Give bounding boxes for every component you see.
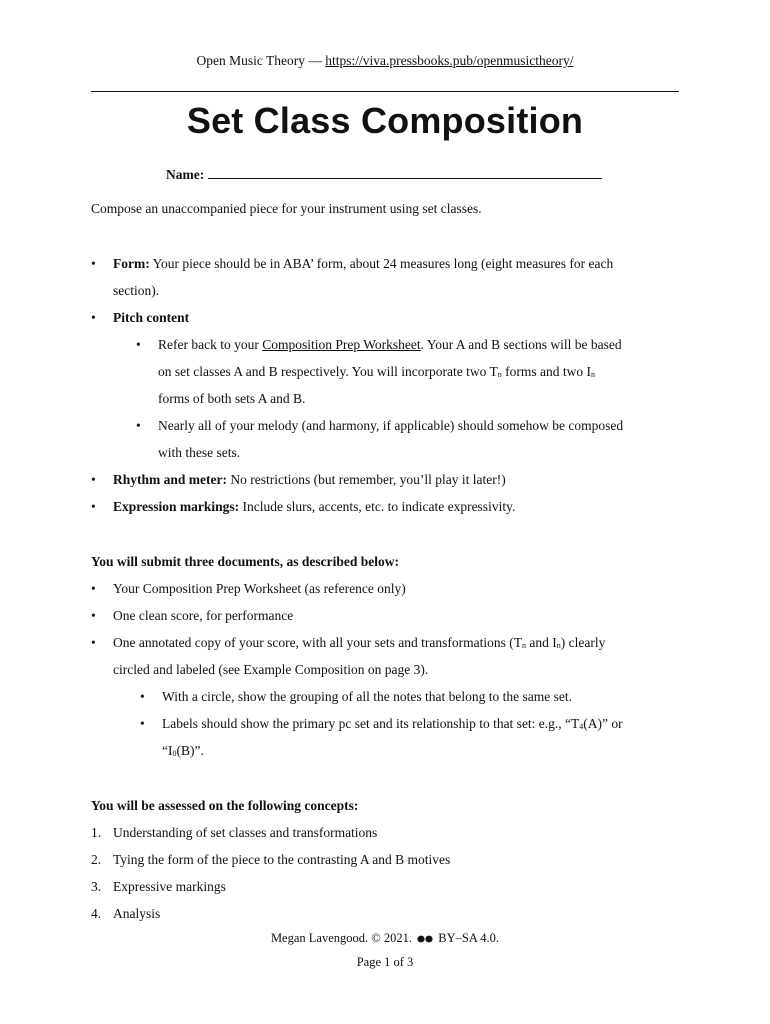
- submit-sub-1: With a circle, show the grouping of all the notes that belong to the same set.: [162, 689, 572, 704]
- page-number: Page 1 of 3: [356, 955, 414, 969]
- subscript-0: 0: [172, 749, 177, 758]
- assessed-heading: You will be assessed on the following concepts:: [91, 798, 359, 813]
- pitch-content-label: Pitch content: [113, 310, 190, 325]
- assessed-item-3: Expressive markings: [113, 879, 226, 894]
- submit-sub-2-text-b: (A)” or: [583, 716, 623, 731]
- bullet: •: [91, 635, 96, 650]
- bullet: •: [91, 499, 96, 514]
- footer-credit-text: Megan Lavengood. © 2021.: [270, 931, 416, 945]
- pitch-sub1-text-b: . Your A and B sections will be based: [420, 337, 622, 352]
- bullet: •: [136, 337, 141, 352]
- composition-prep-worksheet-link[interactable]: Composition Prep Worksheet: [262, 337, 421, 352]
- pitch-sub1-line3: forms of both sets A and B.: [158, 391, 306, 406]
- submit-heading: You will submit three documents, as described below:: [91, 554, 400, 569]
- bullet: •: [91, 256, 96, 271]
- assessed-item-2: Tying the form of the piece to the contrasting A and B motives: [113, 852, 451, 867]
- expression-item: [113, 499, 515, 515]
- header-url-link[interactable]: https://viva.pressbooks.pub/openmusictheory/: [325, 53, 574, 68]
- bullet: •: [91, 608, 96, 623]
- expression-text: Include slurs, accents, etc. to indicate expressivity.: [239, 499, 516, 514]
- submit-item-3: [113, 635, 605, 651]
- footer-license-text: BY–SA 4.0.: [435, 931, 500, 945]
- footer-credit: [0, 931, 770, 946]
- form-label: Form:: [113, 256, 150, 271]
- list-number: 1.: [91, 825, 102, 840]
- pitch-sub1-text: Refer back to your: [158, 337, 263, 352]
- form-text-cont: section).: [113, 283, 160, 298]
- bullet: •: [140, 689, 145, 704]
- name-label: Name:: [166, 167, 205, 182]
- bullet: •: [91, 581, 96, 596]
- bullet: •: [91, 472, 96, 487]
- submit-item-3-text-c: ) clearly: [560, 635, 606, 650]
- submit-sub-2: [162, 716, 623, 732]
- assessed-item-1: Understanding of set classes and transformations: [113, 825, 378, 840]
- page-title: Set Class Composition: [186, 100, 584, 141]
- subscript-n: n: [522, 641, 527, 650]
- rhythm-label: Rhythm and meter:: [113, 472, 227, 487]
- pitch-sub2-line2: with these sets.: [158, 445, 241, 460]
- rhythm-text: No restrictions (but remember, you’ll play it later!): [227, 472, 506, 487]
- rhythm-item: [113, 472, 506, 488]
- pitch-sub1-text-2b: forms and two I: [501, 364, 591, 379]
- submit-sub-2-cont: [162, 743, 204, 759]
- list-number: 3.: [91, 879, 102, 894]
- page-header: [0, 53, 770, 69]
- form-text: Your piece should be in ABA’ form, about 24 measures long (eight measures for each: [149, 256, 614, 271]
- list-number: 4.: [91, 906, 102, 921]
- bullet: •: [136, 418, 141, 433]
- form-item: [113, 256, 613, 272]
- submit-sub-2-text-2b: (B)”.: [176, 743, 204, 758]
- name-field: [166, 166, 602, 183]
- bullet: •: [91, 310, 96, 325]
- name-blank-line[interactable]: [208, 166, 602, 179]
- submit-sub-2-text-2a: “I: [162, 743, 173, 758]
- subscript-n: n: [497, 370, 502, 379]
- submit-item-2: One clean score, for performance: [113, 608, 294, 623]
- cc-by-icon: [417, 935, 433, 943]
- pitch-sub1-line2: [158, 364, 595, 380]
- submit-item-1: Your Composition Prep Worksheet (as reference only): [113, 581, 406, 596]
- submit-sub-2-text-a: Labels should show the primary pc set and its relationship to that set: e.g., “T: [162, 716, 580, 731]
- pitch-sub1-text-2a: on set classes A and B respectively. You will incorporate two T: [158, 364, 498, 379]
- pitch-sub2-line1: Nearly all of your melody (and harmony, if applicable) should somehow be composed: [158, 418, 624, 433]
- submit-item-3-cont: circled and labeled (see Example Composition on page 3).: [113, 662, 429, 677]
- expression-label: Expression markings:: [113, 499, 240, 514]
- assessed-item-4: Analysis: [113, 906, 161, 921]
- bullet: •: [140, 716, 145, 731]
- header-prefix: Open Music Theory —: [196, 53, 326, 68]
- header-divider: [91, 91, 679, 92]
- submit-item-3-text-b: and I: [526, 635, 557, 650]
- submit-item-3-text-a: One annotated copy of your score, with all your sets and transformations (T: [113, 635, 523, 650]
- pitch-sub1-line1: [158, 337, 622, 353]
- subscript-n: n: [556, 641, 561, 650]
- subscript-4: 4: [579, 722, 584, 731]
- intro-text: Compose an unaccompanied piece for your instrument using set classes.: [91, 201, 482, 216]
- subscript-n: n: [590, 370, 595, 379]
- list-number: 2.: [91, 852, 102, 867]
